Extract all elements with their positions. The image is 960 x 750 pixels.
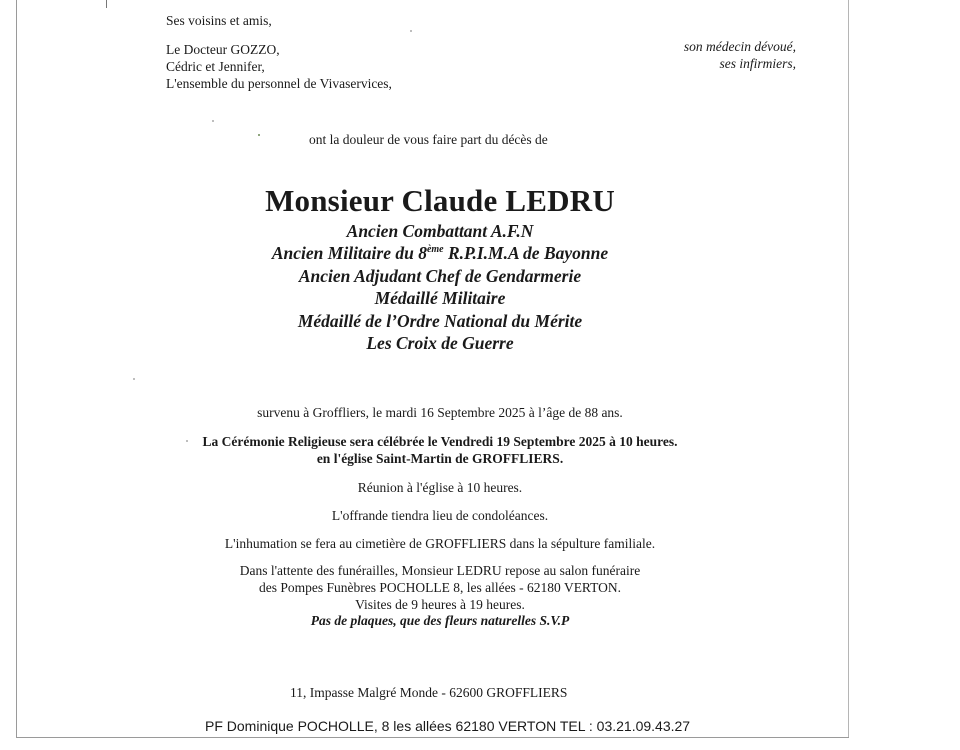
- deceased-titles: [0, 220, 880, 354]
- scan-speck: [133, 378, 135, 380]
- title-veteran: Ancien Combattant A.F.N: [346, 221, 534, 241]
- title-military: Ancien Militaire du 8ème R.P.I.M.A de Bayonne: [271, 243, 609, 264]
- header-doctor-role: son médecin dévoué,: [683, 39, 796, 54]
- scan-speck: [258, 134, 260, 136]
- ceremony-line-1: La Cérémonie Religieuse sera célébrée le Vendredi 19 Septembre 2025 à 10 heures.: [202, 434, 678, 449]
- scan-mark: [106, 0, 107, 8]
- burial-details: L'inhumation se fera au cimetière de GROFFLIERS dans la sépulture familiale.: [224, 536, 656, 551]
- title-war-crosses: Les Croix de Guerre: [366, 333, 514, 354]
- title-gendarmerie: Ancien Adjudant Chef de Gendarmerie: [298, 265, 582, 286]
- ceremony-line-2: en l'église Saint-Martin de GROFFLIERS.: [316, 451, 564, 466]
- death-details: survenu à Groffliers, le mardi 16 Septembre 2025 à l’âge de 88 ans.: [257, 405, 623, 420]
- funeral-home-footer: PF Dominique POCHOLLE, 8 les allées 62180 VERTON TEL : 03.21.09.43.27: [205, 718, 691, 734]
- header-staff: L'ensemble du personnel de Vivaservices,: [166, 76, 392, 91]
- rest-line-2: des Pompes Funèbres POCHOLLE 8, les allées - 62180 VERTON.: [258, 580, 622, 595]
- visiting-hours: Visites de 9 heures à 19 heures.: [355, 597, 525, 612]
- header-children: Cédric et Jennifer,: [166, 59, 265, 74]
- rest-line-1: Dans l'attente des funérailles, Monsieur LEDRU repose au salon funéraire: [239, 563, 641, 578]
- deceased-name: Monsieur Claude LEDRU: [265, 183, 615, 218]
- header-neighbors: Ses voisins et amis,: [166, 13, 272, 28]
- offering-note: L'offrande tiendra lieu de condoléances.: [331, 508, 549, 523]
- header-doctor: Le Docteur GOZZO,: [166, 42, 280, 57]
- title-military-medal: Médaillé Militaire: [374, 288, 506, 309]
- family-address: 11, Impasse Malgré Monde - 62600 GROFFLIERS: [290, 685, 568, 700]
- church-meeting: Réunion à l'église à 10 heures.: [357, 480, 523, 495]
- page-border-bottom: [16, 737, 849, 738]
- header-nurses-role: ses infirmiers,: [719, 56, 796, 71]
- flowers-note: Pas de plaques, que des fleurs naturelles S.V.P: [310, 613, 570, 628]
- scan-speck: [410, 30, 412, 32]
- announcement-text: ont la douleur de vous faire part du décès de: [309, 132, 548, 147]
- title-national-order: Médaillé de l’Ordre National du Mérite: [297, 310, 583, 331]
- scan-speck: [212, 120, 214, 122]
